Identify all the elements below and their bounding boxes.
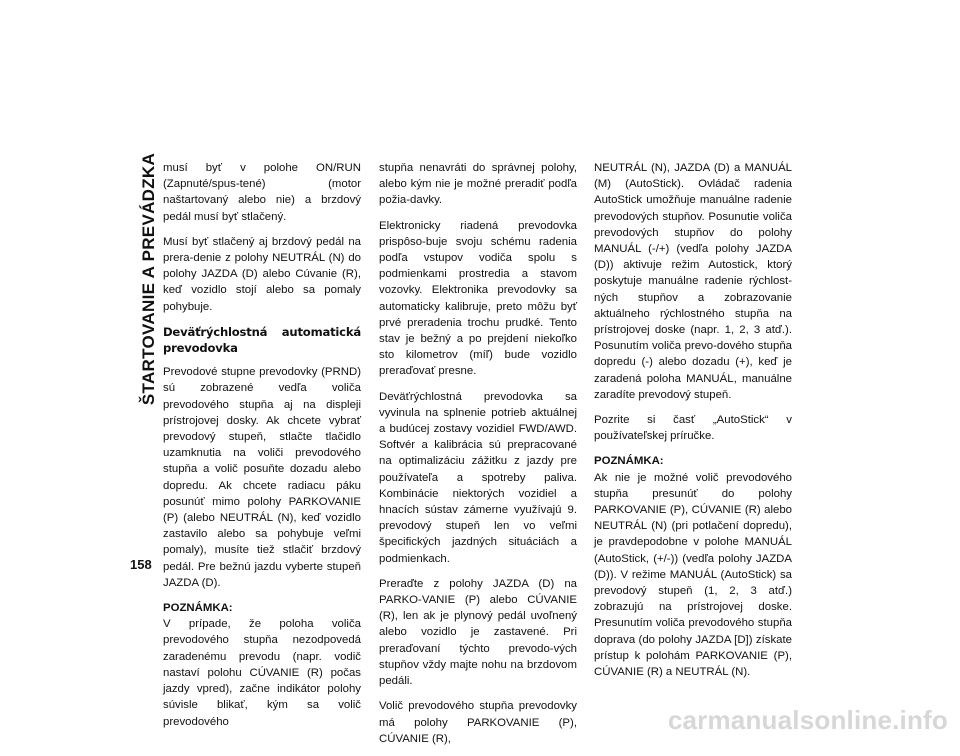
text-column-2 bbox=[379, 160, 577, 756]
paragraph: musí byť v polohe ON/RUN (Zapnuté/spus-tené) (motor naštartovaný alebo nie) a brzdový pedál musí byť stlačený. bbox=[163, 162, 361, 223]
section-side-title-text: ŠTARTOVANIE A PREVÁDZKA bbox=[139, 152, 158, 406]
text-column-3 bbox=[594, 160, 792, 689]
text-column-1 bbox=[163, 160, 361, 739]
paragraph: Musí byť stlačený aj brzdový pedál na prera-denie z polohy NEUTRÁL (N) do polohy JAZDA (D) alebo Cúvanie (R), keď vozidlo stojí alebo sa pomaly pohybuje. bbox=[163, 235, 361, 313]
section-side-title bbox=[138, 152, 160, 406]
paragraph: Deväťrýchlostná prevodovka sa vyvinula na splnenie potrieb aktuálnej a budúcej zostavy vozidiel FWD/AWD. Softvér a kalibrácia sú prepracované na optimalizáciu zážitku z jazdy pre používateľa a spotreby paliva. Kombinácie niektorých vozidiel a hnacích sústav zámerne využívajú 9. prevodový stupeň len vo veľmi špecifických jazdných situáciách a podmienkach. bbox=[379, 390, 577, 565]
note-title: POZNÁMKA: bbox=[163, 602, 233, 615]
paragraph: Prevodové stupne prevodovky (PRND) sú zobrazené vedľa voliča prevodového stupňa aj na displeji prístrojovej dosky. Ak chcete vybrať prevodový stupeň, stlačte tlačidlo uzamknutia na voliči prevodového stupňa a volič posuňte dozadu alebo dopredu. Ak chcete radiacu páku posunúť mimo polohy PARKOVANIE (P) (alebo NEUTRÁL (N), keď vozidlo zastavilo alebo sa pohybuje veľmi pomaly), musíte tiež stlačiť brzdový pedál. Pre bežnú jazdu vyberte stupeň JAZDA (D). bbox=[163, 366, 361, 589]
watermark-text: carmanualsonline.info bbox=[667, 705, 948, 735]
paragraph: Pozrite si časť „AutoStick“ v používateľskej príručke. bbox=[594, 414, 792, 443]
note-body: Ak nie je možné volič prevodového stupňa presunúť do polohy PARKOVANIE (P), CÚVANIE (R) alebo NEUTRÁL (N) (pri potlačení dopredu), je pravdepodobne v polohe MANUÁL (AutoStick, (+/-)) (vedľa polohy JAZDA (D)). V režime MANUÁL (AutoStick) sa prevodový stupeň (1, 2, 3 atď.) zobrazujú na prístrojovej doske. Presunutím voliča prevodového stupňa doprava (do polohy JAZDA [D]) získate prístup k polohám PARKOVANIE (P), CÚVANIE (R) a NEUTRÁL (N). bbox=[594, 471, 792, 679]
paragraph: stupňa nenavráti do správnej polohy, alebo kým nie je možné preradiť podľa požia-davky. bbox=[379, 162, 577, 207]
paragraph: Elektronicky riadená prevodovka prispôso-buje svoju schému radenia podľa vstupov vodiča spolu s podmienkami prostredia a stavom vozovky. Elektronika prevodovky sa automaticky kalibruje, preto môžu byť prvé preradenia trochu prudké. Tento stav je bežný a po prejdení niekoľko sto kilometrov (míľ) bude vozidlo preraďovať presne. bbox=[379, 219, 577, 378]
note-title: POZNÁMKA: bbox=[594, 455, 664, 468]
page-number: 158 bbox=[130, 557, 152, 572]
paragraph: Volič prevodového stupňa prevodovky má polohy PARKOVANIE (P), CÚVANIE (R), bbox=[379, 700, 577, 745]
section-heading: Deväťrýchlostná automatická prevodovka bbox=[163, 324, 361, 356]
paragraph: NEUTRÁL (N), JAZDA (D) a MANUÁL (M) (AutoStick). Ovládač radenia AutoStick umožňuje manuálne radenie prevodových stupňov. Posunutie voliča prevodových stupňov do polohy MANUÁL (-/+) (vedľa polohy JAZDA (D)) aktivuje režim Autostick, ktorý poskytuje manuálne radenie rýchlost-ných stupňov a zobrazovanie aktuálneho rýchlostného stupňa na prístrojovej doske (napr. 1, 2, 3 atď.). Posunutím voliča prevo-dového stupňa dopredu (-) alebo dozadu (+), keď je zaradená poloha MANUÁL, manuálne zaradíte prevodový stupeň. bbox=[594, 162, 792, 401]
paragraph: Preraďte z polohy JAZDA (D) na PARKO-VANIE (P) alebo CÚVANIE (R), len ak je plynový pedál uvoľnený alebo vozidlo je zastavené. Pri preraďovaní týchto prevodo-vých stupňov vždy majte nohu na brzdovom pedáli. bbox=[379, 577, 577, 688]
note-body: V prípade, že poloha voliča prevodového stupňa nezodpovedá zaradenému prevodu (napr. vodič nastaví polohu CÚVANIE (R) počas jazdy vpred), začne indikátor polohy súvisle blikať, kým sa volič prevodového bbox=[163, 618, 361, 728]
